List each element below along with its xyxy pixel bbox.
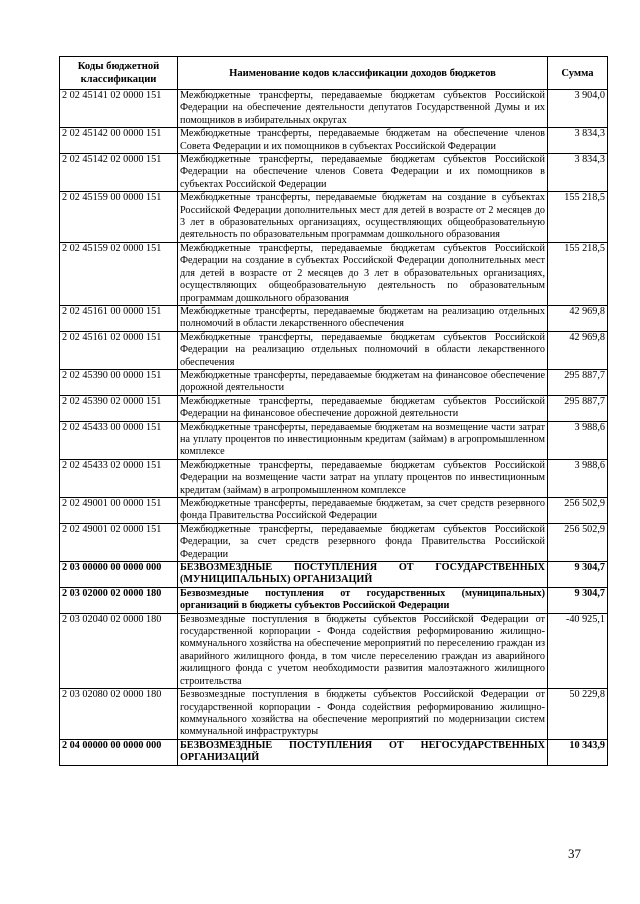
budget-code-cell: 2 02 45433 00 0000 151: [60, 421, 178, 459]
amount-cell: 3 834,3: [548, 128, 608, 154]
amount-cell: 3 988,6: [548, 421, 608, 459]
budget-code-cell: 2 02 45142 02 0000 151: [60, 154, 178, 192]
table-row: [60, 305, 608, 331]
amount-cell: 50 229,8: [548, 689, 608, 740]
budget-code-cell: 2 02 49001 00 0000 151: [60, 498, 178, 524]
revenue-name-cell: Межбюджетные трансферты, передаваемые бюджетам субъектов Российской Федерации на возмещение части затрат на уплату процентов по инвестиционным кредитам (займам) в агропромышленном комплексе: [178, 459, 548, 497]
table-row: [60, 154, 608, 192]
table-row: [60, 587, 608, 613]
budget-code-cell: 2 02 45161 00 0000 151: [60, 305, 178, 331]
budget-code-cell: 2 02 45142 00 0000 151: [60, 128, 178, 154]
table-row: [60, 395, 608, 421]
revenue-name-cell: Межбюджетные трансферты, передаваемые бюджетам на обеспечение членов Совета Федерации и их помощников в субъектах Российской Федерации: [178, 128, 548, 154]
page-number: 37: [568, 846, 581, 861]
revenue-name-cell: Межбюджетные трансферты, передаваемые бюджетам на реализацию отдельных полномочий в области лекарственного обеспечения: [178, 305, 548, 331]
amount-cell: 9 304,7: [548, 562, 608, 588]
header-code-column: Коды бюджетной классификации: [60, 57, 178, 90]
table-row: [60, 562, 608, 588]
revenue-name-cell: Межбюджетные трансферты, передаваемые бюджетам на возмещение части затрат на уплату процентов по инвестиционным кредитам (займам) в агропромышленном комплексе: [178, 421, 548, 459]
revenue-name-cell: Межбюджетные трансферты, передаваемые бюджетам субъектов Российской Федерации на обеспечение членов Совета Федерации и их помощников в субъектах Российской Федерации: [178, 154, 548, 192]
table-row: [60, 689, 608, 740]
table-row: [60, 192, 608, 243]
budget-code-cell: 2 03 02000 02 0000 180: [60, 587, 178, 613]
budget-code-cell: 2 02 45159 00 0000 151: [60, 192, 178, 243]
budget-code-cell: 2 02 45161 02 0000 151: [60, 331, 178, 369]
revenue-name-cell: Межбюджетные трансферты, передаваемые бюджетам субъектов Российской Федерации на обеспечение деятельности депутатов Государственной Думы и их помощников в избирательных округах: [178, 90, 548, 128]
budget-code-cell: 2 02 45141 02 0000 151: [60, 90, 178, 128]
budget-code-cell: 2 02 45433 02 0000 151: [60, 459, 178, 497]
budget-code-cell: 2 02 49001 02 0000 151: [60, 523, 178, 561]
table-body: [60, 90, 608, 766]
amount-cell: 155 218,5: [548, 242, 608, 305]
amount-cell: 9 304,7: [548, 587, 608, 613]
header-name-column: Наименование кодов классификации доходов бюджетов: [178, 57, 548, 90]
budget-code-cell: 2 02 45159 02 0000 151: [60, 242, 178, 305]
budget-revenue-table: [59, 56, 608, 766]
table-row: [60, 421, 608, 459]
amount-cell: 295 887,7: [548, 369, 608, 395]
amount-cell: 3 904,0: [548, 90, 608, 128]
budget-code-cell: 2 03 02040 02 0000 180: [60, 613, 178, 688]
table-header-row: [60, 57, 608, 90]
amount-cell: 155 218,5: [548, 192, 608, 243]
amount-cell: 42 969,8: [548, 305, 608, 331]
revenue-name-cell: Безвозмездные поступления в бюджеты субъектов Российской Федерации от государственной корпорации - Фонда содействия реформированию жилищно-коммунального хозяйства на обеспечение мероприятий по переселению граждан из аварийного жилищного фонда, в том числе переселению граждан из аварийного жилищного фонда с учетом необходимости развития малоэтажного жилищного строительства: [178, 613, 548, 688]
revenue-name-cell: Безвозмездные поступления в бюджеты субъектов Российской Федерации от государственной корпорации - Фонда содействия реформированию жилищно-коммунального хозяйства на обеспечение мероприятий по модернизации систем коммунальной инфраструктуры: [178, 689, 548, 740]
revenue-name-cell: Безвозмездные поступления от государственных (муниципальных) организаций в бюджеты субъектов Российской Федерации: [178, 587, 548, 613]
revenue-name-cell: Межбюджетные трансферты, передаваемые бюджетам субъектов Российской Федерации, за счет средств резервного фонда Правительства Российской Федерации: [178, 523, 548, 561]
revenue-name-cell: БЕЗВОЗМЕЗДНЫЕ ПОСТУПЛЕНИЯ ОТ НЕГОСУДАРСТВЕННЫХ ОРГАНИЗАЦИЙ: [178, 739, 548, 765]
table-row: [60, 242, 608, 305]
table-row: [60, 369, 608, 395]
table-row: [60, 331, 608, 369]
table-row: [60, 90, 608, 128]
budget-code-cell: 2 02 45390 02 0000 151: [60, 395, 178, 421]
amount-cell: 3 834,3: [548, 154, 608, 192]
amount-cell: 42 969,8: [548, 331, 608, 369]
amount-cell: 10 343,9: [548, 739, 608, 765]
table-row: [60, 459, 608, 497]
budget-code-cell: 2 04 00000 00 0000 000: [60, 739, 178, 765]
revenue-name-cell: Межбюджетные трансферты, передаваемые бюджетам на создание в субъектах Российской Федерации дополнительных мест для детей в возрасте от 2 месяцев до 3 лет в образовательных организациях, осуществляющих общеобразовательную деятельность по образовательным программам дошкольного образования: [178, 192, 548, 243]
revenue-name-cell: БЕЗВОЗМЕЗДНЫЕ ПОСТУПЛЕНИЯ ОТ ГОСУДАРСТВЕННЫХ (МУНИЦИПАЛЬНЫХ) ОРГАНИЗАЦИЙ: [178, 562, 548, 588]
budget-code-cell: 2 03 02080 02 0000 180: [60, 689, 178, 740]
table-row: [60, 128, 608, 154]
revenue-name-cell: Межбюджетные трансферты, передаваемые бюджетам, за счет средств резервного фонда Правительства Российской Федерации: [178, 498, 548, 524]
header-sum-column: Сумма: [548, 57, 608, 90]
amount-cell: 3 988,6: [548, 459, 608, 497]
amount-cell: 295 887,7: [548, 395, 608, 421]
budget-code-cell: 2 02 45390 00 0000 151: [60, 369, 178, 395]
table-row: [60, 739, 608, 765]
revenue-name-cell: Межбюджетные трансферты, передаваемые бюджетам на финансовое обеспечение дорожной деятельности: [178, 369, 548, 395]
revenue-name-cell: Межбюджетные трансферты, передаваемые бюджетам субъектов Российской Федерации на создание в субъектах Российской Федерации дополнительных мест для детей в возрасте от 2 месяцев до 3 лет в образовательных организациях, осуществляющих общеобразовательную деятельность по образовательным программам дошкольного образования: [178, 242, 548, 305]
amount-cell: 256 502,9: [548, 498, 608, 524]
budget-code-cell: 2 03 00000 00 0000 000: [60, 562, 178, 588]
table-row: [60, 498, 608, 524]
table-row: [60, 613, 608, 688]
table-row: [60, 523, 608, 561]
amount-cell: 256 502,9: [548, 523, 608, 561]
amount-cell: -40 925,1: [548, 613, 608, 688]
revenue-name-cell: Межбюджетные трансферты, передаваемые бюджетам субъектов Российской Федерации на финансовое обеспечение дорожной деятельности: [178, 395, 548, 421]
revenue-name-cell: Межбюджетные трансферты, передаваемые бюджетам субъектов Российской Федерации на реализацию отдельных полномочий в области лекарственного обеспечения: [178, 331, 548, 369]
